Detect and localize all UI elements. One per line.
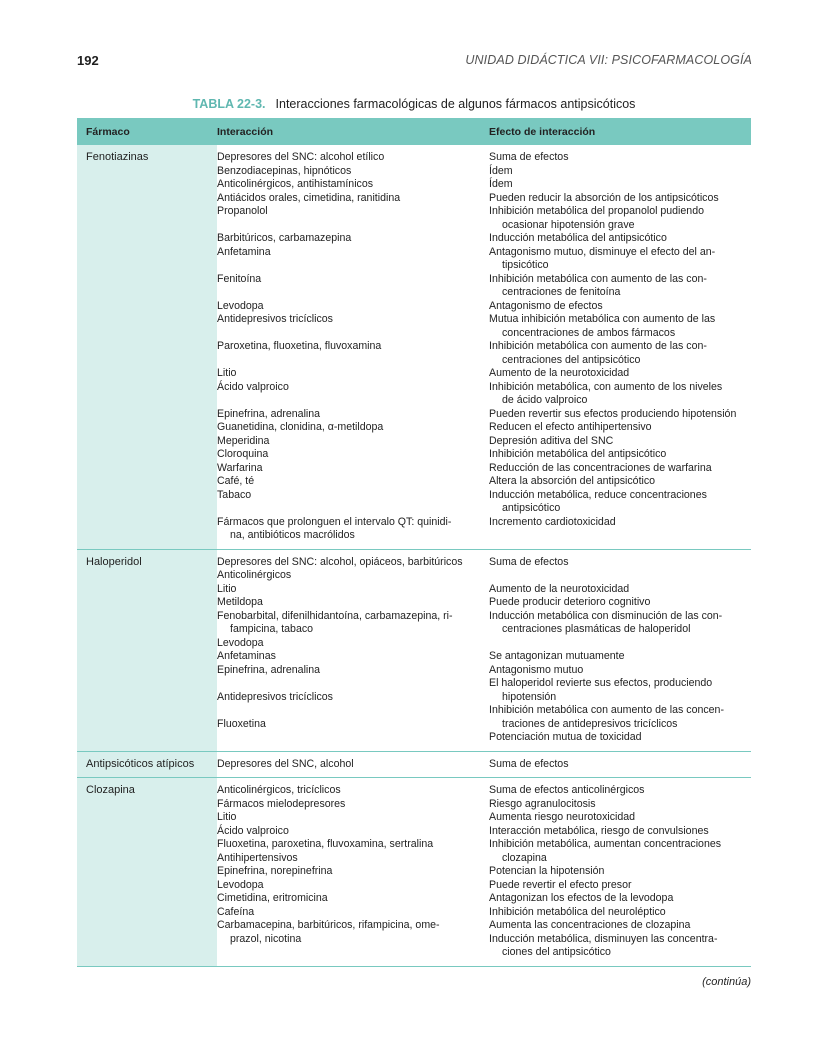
- effect-text: Inducción metabólica con disminución de las con-: [489, 609, 723, 622]
- interaction-cell: [217, 650, 489, 664]
- interaction-cell: [217, 408, 489, 422]
- interaction-text: Depresores del SNC: alcohol etílico: [217, 151, 385, 163]
- effect-cell: [489, 300, 751, 314]
- interaction-text: Litio: [217, 582, 237, 595]
- interaction-text: Litio: [217, 811, 237, 823]
- interaction-text: Cloroquina: [217, 448, 269, 460]
- table-row: [217, 664, 751, 678]
- effect-cell: [489, 178, 751, 192]
- interaction-cell: [217, 232, 489, 246]
- interaction-text: Epinefrina, adrenalina: [217, 407, 321, 420]
- effect-cell: [489, 462, 751, 476]
- table-row: [217, 313, 751, 340]
- effect-text: de ácido valproico: [502, 394, 588, 406]
- interaction-text: Anticolinérgicos: [217, 569, 292, 581]
- effect-text: Ídem: [489, 178, 513, 190]
- table-row: [217, 919, 751, 933]
- table-row: [217, 718, 751, 732]
- interaction-text: Paroxetina, fluoxetina, fluvoxamina: [217, 340, 382, 352]
- interaction-text: Antiácidos orales, cimetidina, ranitidina: [217, 191, 401, 204]
- effect-text: Inhibición metabólica con aumento de las concen-: [489, 704, 724, 716]
- interaction-cell: [217, 205, 489, 232]
- effect-cell: [489, 865, 751, 879]
- interaction-cell: [217, 852, 489, 866]
- interaction-cell: [217, 892, 489, 906]
- effect-cell: [489, 852, 751, 866]
- effect-cell: [489, 273, 751, 300]
- effect-text: traciones de antidepresivos tricíclicos: [502, 717, 678, 730]
- interaction-cell: [217, 300, 489, 314]
- effect-text: Aumenta las concentraciones de clozapina: [489, 919, 691, 931]
- interaction-text: Fenobarbital, difenilhidantoína, carbamazepina, ri-: [217, 609, 453, 622]
- column-header-efecto: Efecto de interacción: [489, 125, 596, 138]
- table-row: [217, 691, 751, 705]
- interaction-cell: [217, 313, 489, 340]
- interaction-cell: [217, 421, 489, 435]
- table-row: [217, 462, 751, 476]
- interaction-cell: [217, 919, 489, 933]
- table-row: [217, 825, 751, 839]
- effect-text: Aumento de la neurotoxicidad: [489, 582, 630, 595]
- interaction-cell: [217, 151, 489, 165]
- interaction-text: Anfetaminas: [217, 650, 276, 662]
- interaction-text: Carbamacepina, barbitúricos, rifampicina, ome-: [217, 919, 440, 931]
- interaction-text: Anfetamina: [217, 245, 271, 258]
- effect-text: Antagonismo mutuo: [489, 663, 584, 676]
- table-row: [217, 300, 751, 314]
- effect-text: Incremento cardiotoxicidad: [489, 515, 616, 528]
- effect-text: Puede producir deterioro cognitivo: [489, 596, 651, 608]
- interaction-text: Meperidina: [217, 434, 270, 447]
- table-caption: [0, 97, 828, 111]
- effect-cell: [489, 946, 751, 960]
- interaction-cell: [217, 475, 489, 489]
- interaction-cell: [217, 718, 489, 732]
- interaction-text: Guanetidina, clonidina, α-metildopa: [217, 421, 384, 433]
- table-label: TABLA 22-3.: [192, 97, 266, 111]
- table-row: [217, 946, 751, 960]
- interaction-cell: [217, 462, 489, 476]
- effect-text: centraciones del antipsicótico: [502, 353, 641, 366]
- table-row: [217, 852, 751, 866]
- effect-cell: [489, 784, 751, 798]
- drug-group: [77, 550, 751, 752]
- interaction-cell: [217, 610, 489, 637]
- interaction-cell: [217, 556, 489, 570]
- interaction-text: Tabaco: [217, 488, 252, 501]
- interaction-cell: [217, 731, 489, 745]
- effect-text: concentraciones de ambos fármacos: [502, 326, 676, 339]
- effect-text: ocasionar hipotensión grave: [502, 218, 635, 231]
- drug-name: Fenotiazinas: [77, 145, 217, 549]
- interaction-text: Café, té: [217, 475, 255, 487]
- effect-text: Suma de efectos: [489, 757, 569, 770]
- table-row: [217, 421, 751, 435]
- interaction-text: Benzodiacepinas, hipnóticos: [217, 164, 352, 177]
- effect-cell: [489, 435, 751, 449]
- table-row: [217, 569, 751, 583]
- effect-cell: [489, 892, 751, 906]
- table-row: [217, 489, 751, 516]
- table-row: [217, 178, 751, 192]
- interaction-text: Antidepresivos tricíclicos: [217, 313, 333, 325]
- interaction-cell: [217, 691, 489, 705]
- table-row: [217, 784, 751, 798]
- interaction-text: Propanolol: [217, 205, 268, 217]
- drug-group: [77, 752, 751, 779]
- effect-text: Mutua inhibición metabólica con aumento de las: [489, 313, 716, 325]
- effect-text: Antagonismo mutuo, disminuye el efecto del an-: [489, 245, 716, 258]
- interaction-text: Levodopa: [217, 878, 264, 891]
- interaction-cell: [217, 758, 489, 772]
- table-row: [217, 205, 751, 232]
- table-row: [217, 798, 751, 812]
- effect-text: Antagonizan los efectos de la levodopa: [489, 892, 674, 904]
- interaction-text: fampicina, tabaco: [230, 623, 314, 635]
- interaction-cell: [217, 838, 489, 852]
- table-row: [217, 596, 751, 610]
- effect-text: Se antagonizan mutuamente: [489, 650, 625, 662]
- drug-group: [77, 778, 751, 967]
- effect-text: Suma de efectos anticolinérgicos: [489, 784, 645, 796]
- interaction-cell: [217, 946, 489, 960]
- table-row: [217, 610, 751, 637]
- interaction-cell: [217, 879, 489, 893]
- table-row: [217, 892, 751, 906]
- effect-cell: [489, 664, 751, 678]
- table-row: [217, 677, 751, 691]
- effect-text: Pueden reducir la absorción de los antipsicóticos: [489, 191, 719, 204]
- effect-text: centraciones plasmáticas de haloperidol: [502, 623, 691, 635]
- effect-text: Inducción metabólica, reduce concentraciones: [489, 488, 707, 501]
- interaction-text: Antidepresivos tricíclicos: [217, 690, 333, 703]
- effect-text: Depresión aditiva del SNC: [489, 434, 614, 447]
- drug-name: Antipsicóticos atípicos: [77, 752, 217, 778]
- effect-cell: [489, 691, 751, 705]
- interaction-text: [217, 731, 481, 745]
- interaction-text: [217, 677, 481, 691]
- interaction-cell: [217, 569, 489, 583]
- effect-text: Ídem: [489, 164, 513, 177]
- interaction-cell: [217, 340, 489, 367]
- interaction-text: Anticolinérgicos, antihistamínicos: [217, 178, 374, 190]
- effect-text: Suma de efectos: [489, 555, 569, 568]
- effect-cell: [489, 583, 751, 597]
- table-row: [217, 340, 751, 367]
- effect-cell: [489, 151, 751, 165]
- interaction-cell: [217, 825, 489, 839]
- table-row: [217, 448, 751, 462]
- interaction-cell: [217, 811, 489, 825]
- drug-group: [77, 145, 751, 550]
- interaction-text: Ácido valproico: [217, 380, 289, 393]
- effect-text: Potenciación mutua de toxicidad: [489, 731, 642, 743]
- interaction-cell: [217, 192, 489, 206]
- interaction-cell: [217, 596, 489, 610]
- effect-cell: [489, 381, 751, 408]
- interaction-text: Levodopa: [217, 299, 264, 312]
- table-row: [217, 650, 751, 664]
- effect-text: Inducción metabólica, disminuyen las concentra-: [489, 932, 718, 945]
- effect-cell: [489, 879, 751, 893]
- interaction-text: na, antibióticos macrólidos: [230, 529, 355, 541]
- interaction-cell: [217, 367, 489, 381]
- interaction-text: Fluoxetina: [217, 717, 266, 730]
- table-body: [77, 145, 751, 967]
- drug-name: Haloperidol: [77, 550, 217, 751]
- interaction-cell: [217, 664, 489, 678]
- interaction-cell: [217, 381, 489, 408]
- interaction-text: Depresores del SNC: alcohol, opiáceos, barbitúricos: [217, 555, 463, 568]
- table-row: [217, 381, 751, 408]
- interaction-text: Levodopa: [217, 636, 264, 649]
- table-row: [217, 556, 751, 570]
- effect-text: hipotensión: [502, 690, 557, 703]
- effect-cell: [489, 246, 751, 273]
- interaction-text: Anticolinérgicos, tricíclicos: [217, 784, 341, 796]
- effect-text: Inhibición metabólica, aumentan concentraciones: [489, 838, 722, 850]
- effect-cell: [489, 933, 751, 947]
- interaction-cell: [217, 637, 489, 651]
- effect-text: Inhibición metabólica con aumento de las con-: [489, 272, 707, 285]
- effect-text: tipsicótico: [502, 259, 549, 271]
- effect-cell: [489, 650, 751, 664]
- table-row: [217, 758, 751, 772]
- interaction-text: Epinefrina, adrenalina: [217, 663, 321, 676]
- interaction-cell: [217, 583, 489, 597]
- table-row: [217, 232, 751, 246]
- effect-cell: [489, 825, 751, 839]
- interaction-text: Metildopa: [217, 596, 263, 608]
- effect-cell: [489, 811, 751, 825]
- interaction-text: Fenitoína: [217, 272, 262, 285]
- interaction-text: Litio: [217, 367, 237, 379]
- effect-text: Inhibición metabólica del propanolol pudiendo: [489, 205, 704, 217]
- effect-cell: [489, 677, 751, 691]
- effect-text: clozapina: [502, 851, 547, 864]
- table-row: [217, 516, 751, 543]
- effect-cell: [489, 475, 751, 489]
- interaction-text: Ácido valproico: [217, 824, 289, 837]
- table-row: [217, 192, 751, 206]
- interaction-cell: [217, 704, 489, 718]
- effect-text: centraciones de fenitoína: [502, 286, 621, 298]
- table-row: [217, 165, 751, 179]
- effect-text: Suma de efectos: [489, 151, 569, 163]
- effect-text: Inhibición metabólica, con aumento de los niveles: [489, 380, 723, 393]
- effect-text: Aumento de la neurotoxicidad: [489, 367, 630, 379]
- effect-text: Interacción metabólica, riesgo de convulsiones: [489, 824, 709, 837]
- effect-text: antipsicótico: [502, 502, 561, 514]
- effect-cell: [489, 919, 751, 933]
- page-number: 192: [77, 53, 99, 68]
- effect-text: Inhibición metabólica del antipsicótico: [489, 448, 667, 460]
- effect-text: [489, 569, 747, 583]
- interaction-text: Cafeína: [217, 905, 255, 918]
- effect-text: Inhibición metabólica del neuroléptico: [489, 905, 666, 918]
- effect-cell: [489, 313, 751, 340]
- table-row: [217, 811, 751, 825]
- table-row: [217, 731, 751, 745]
- interaction-cell: [217, 865, 489, 879]
- interaction-cell: [217, 273, 489, 300]
- effect-cell: [489, 205, 751, 232]
- effect-text: Potencian la hipotensión: [489, 865, 605, 877]
- effect-cell: [489, 610, 751, 637]
- effect-cell: [489, 731, 751, 745]
- effect-cell: [489, 906, 751, 920]
- table-row: [217, 246, 751, 273]
- interaction-cell: [217, 784, 489, 798]
- column-header-interaccion: Interacción: [217, 125, 274, 138]
- interaction-cell: [217, 677, 489, 691]
- interaction-cell: [217, 798, 489, 812]
- interaction-text: Depresores del SNC, alcohol: [217, 757, 354, 770]
- table-row: [217, 865, 751, 879]
- table-row: [217, 838, 751, 852]
- interaction-cell: [217, 246, 489, 273]
- effect-text: Reducción de las concentraciones de warfarina: [489, 461, 712, 474]
- column-header-farmaco: Fármaco: [86, 125, 130, 138]
- table-row: [217, 879, 751, 893]
- interaction-cell: [217, 178, 489, 192]
- interaction-text: Barbitúricos, carbamazepina: [217, 232, 352, 244]
- drug-name: Clozapina: [77, 778, 217, 966]
- effect-cell: [489, 758, 751, 772]
- effect-cell: [489, 637, 751, 651]
- effect-text: Inhibición metabólica con aumento de las con-: [489, 340, 707, 352]
- interaction-text: Epinefrina, norepinefrina: [217, 865, 333, 877]
- table-row: [217, 475, 751, 489]
- effect-cell: [489, 192, 751, 206]
- interaction-cell: [217, 448, 489, 462]
- interaction-text: prazol, nicotina: [230, 932, 302, 945]
- effect-cell: [489, 421, 751, 435]
- interaction-text: Warfarina: [217, 461, 263, 474]
- table-title: Interacciones farmacológicas de algunos fármacos antipsicóticos: [275, 97, 636, 111]
- interaction-text: Fármacos mielodepresores: [217, 797, 346, 810]
- effect-cell: [489, 340, 751, 367]
- interaction-cell: [217, 489, 489, 516]
- table-row: [217, 273, 751, 300]
- table-header: [77, 118, 751, 145]
- effect-text: Reducen el efecto antihipertensivo: [489, 421, 652, 433]
- effect-cell: [489, 516, 751, 543]
- interaction-text: Fluoxetina, paroxetina, fluvoxamina, sertralina: [217, 838, 434, 850]
- effect-cell: [489, 569, 751, 583]
- interactions-table: [77, 118, 751, 967]
- table-row: [217, 637, 751, 651]
- effect-cell: [489, 838, 751, 852]
- table-row: [217, 435, 751, 449]
- interaction-text: Fármacos que prolonguen el intervalo QT: quinidi-: [217, 515, 452, 528]
- effect-text: Pueden revertir sus efectos produciendo hipotensión: [489, 407, 737, 420]
- effect-text: Aumenta riesgo neurotoxicidad: [489, 811, 636, 823]
- running-head: UNIDAD DIDÁCTICA VII: PSICOFARMACOLOGÍA: [465, 53, 752, 67]
- interaction-cell: [217, 933, 489, 947]
- effect-text: Puede revertir el efecto presor: [489, 878, 632, 891]
- interaction-text: Antihipertensivos: [217, 851, 298, 864]
- effect-cell: [489, 489, 751, 516]
- effect-cell: [489, 408, 751, 422]
- table-row: [217, 151, 751, 165]
- effect-cell: [489, 556, 751, 570]
- effect-cell: [489, 718, 751, 732]
- table-row: [217, 583, 751, 597]
- interaction-cell: [217, 906, 489, 920]
- effect-cell: [489, 798, 751, 812]
- continued-note: (continúa): [702, 976, 751, 988]
- table-row: [217, 704, 751, 718]
- interaction-text: [217, 704, 481, 718]
- interaction-cell: [217, 165, 489, 179]
- effect-cell: [489, 448, 751, 462]
- table-row: [217, 408, 751, 422]
- effect-cell: [489, 367, 751, 381]
- table-row: [217, 933, 751, 947]
- effect-text: [489, 637, 747, 651]
- effect-text: El haloperidol revierte sus efectos, produciendo: [489, 677, 713, 689]
- table-row: [217, 906, 751, 920]
- effect-cell: [489, 232, 751, 246]
- effect-text: Inducción metabólica del antipsicótico: [489, 232, 667, 244]
- effect-text: Altera la absorción del antipsicótico: [489, 475, 656, 487]
- interaction-cell: [217, 516, 489, 543]
- interaction-cell: [217, 435, 489, 449]
- effect-text: Antagonismo de efectos: [489, 299, 603, 312]
- effect-cell: [489, 704, 751, 718]
- effect-cell: [489, 165, 751, 179]
- interaction-text: [217, 946, 481, 960]
- effect-text: Riesgo agranulocitosis: [489, 797, 596, 810]
- interaction-text: Cimetidina, eritromicina: [217, 892, 328, 904]
- table-row: [217, 367, 751, 381]
- effect-cell: [489, 596, 751, 610]
- effect-text: ciones del antipsicótico: [502, 946, 611, 958]
